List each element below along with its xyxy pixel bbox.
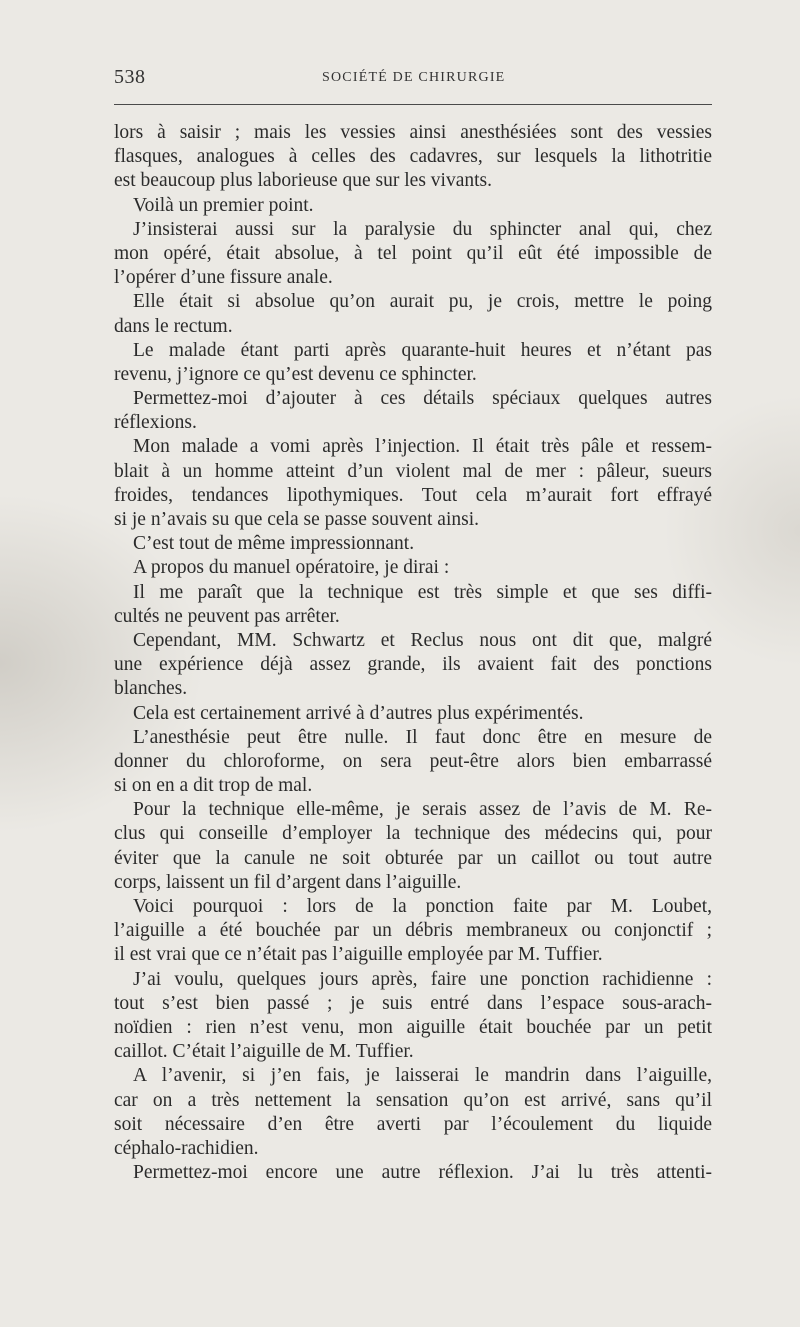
text-line: est beaucoup plus laborieuse que sur les vivants. — [114, 170, 492, 192]
text-line: J’insisterai aussi sur la paralysie du sphincter anal qui, chez — [133, 218, 712, 240]
text-line: Mon malade a vomi après l’injection. Il était très pâle et ressem- — [133, 436, 712, 458]
text-line: Pour la technique elle-même, je serais assez de l’avis de M. Re- — [133, 799, 712, 821]
body-text — [114, 121, 712, 1185]
text-line: Permettez-moi d’ajouter à ces détails spéciaux quelques autres — [133, 388, 712, 410]
text-line: clus qui conseille d’employer la technique des médecins qui, pour — [114, 823, 712, 845]
text-line: caillot. C’était l’aiguille de M. Tuffier. — [114, 1041, 414, 1063]
running-title: SOCIÉTÉ DE CHIRURGIE — [322, 70, 506, 85]
text-line: revenu, j’ignore ce qu’est devenu ce sphincter. — [114, 363, 477, 385]
text-line: J’ai voulu, quelques jours après, faire une ponction rachidienne : — [133, 968, 712, 990]
text-line: dans le rectum. — [114, 315, 233, 337]
text-line: Voici pourquoi : lors de la ponction faite par M. Loubet, — [133, 896, 712, 917]
text-line: A l’avenir, si j’en fais, je laisserai le mandrin dans l’aiguille, — [133, 1065, 712, 1087]
text-line: si on en a dit trop de mal. — [114, 775, 313, 797]
text-line: Permettez-moi encore une autre réflexion. J’ai lu très attenti- — [133, 1162, 712, 1184]
text-line: Cela est certainement arrivé à d’autres plus expérimentés. — [133, 702, 584, 724]
text-line: Il me paraît que la technique est très simple et que ses diffi- — [133, 581, 712, 603]
text-line: il est vrai que ce n’était pas l’aiguille employée par M. Tuffier. — [114, 944, 603, 966]
text-line: lors à saisir ; mais les vessies ainsi anesthésiées sont des vessies — [114, 122, 712, 143]
text-line: Cependant, MM. Schwartz et Reclus nous ont dit que, malgré — [133, 629, 712, 651]
text-line: l’opérer d’une fissure anale. — [114, 267, 333, 289]
text-line: C’est tout de même impressionnant. — [133, 533, 415, 555]
text-line: réflexions. — [114, 412, 197, 434]
text-line: flasques, analogues à celles des cadavres, sur lesquels la lithotritie — [114, 146, 712, 168]
text-line: tout s’est bien passé ; je suis entré dans l’espace sous-arach- — [114, 992, 712, 1014]
text-line: blait à un homme atteint d’un violent mal de mer : pâleur, sueurs — [114, 460, 712, 482]
page-number: 538 — [114, 66, 146, 88]
text-line: Voilà un premier point. — [133, 194, 314, 216]
text-line: si je n’avais su que cela se passe souvent ainsi. — [114, 509, 479, 530]
text-line: froides, tendances lipothymiques. Tout cela m’aurait fort effrayé — [114, 484, 712, 506]
header-rule — [114, 104, 712, 105]
text-line: cultés ne peuvent pas arrêter. — [114, 605, 340, 627]
text-line: Le malade étant parti après quarante-huit heures et n’étant pas — [133, 339, 712, 361]
text-line: une expérience déjà assez grande, ils avaient fait des ponctions — [114, 654, 712, 676]
text-line: donner du chloroforme, on sera peut-être alors bien embarrassé — [114, 750, 712, 772]
text-line: mon opéré, était absolue, à tel point qu’il eût été impossible de — [114, 242, 712, 264]
text-line: céphalo-rachidien. — [114, 1137, 259, 1159]
text-line: noïdien : rien n’est venu, mon aiguille était bouchée par un petit — [114, 1016, 712, 1038]
text-line: éviter que la canule ne soit obturée par un caillot ou tout autre — [114, 847, 712, 869]
text-line: A propos du manuel opératoire, je dirai : — [133, 557, 450, 579]
text-line: L’anesthésie peut être nulle. Il faut donc être en mesure de — [133, 726, 712, 748]
page-header — [114, 64, 710, 92]
text-line: car on a très nettement la sensation qu’on est arrivé, sans qu’il — [114, 1089, 712, 1111]
text-line: soit nécessaire d’en être averti par l’écoulement du liquide — [114, 1113, 712, 1135]
text-line: l’aiguille a été bouchée par un débris membraneux ou conjonctif ; — [114, 920, 712, 942]
text-line: Elle était si absolue qu’on aurait pu, je crois, mettre le poing — [133, 291, 712, 313]
text-line: blanches. — [114, 678, 188, 700]
text-line: corps, laissent un fil d’argent dans l’aiguille. — [114, 871, 462, 893]
